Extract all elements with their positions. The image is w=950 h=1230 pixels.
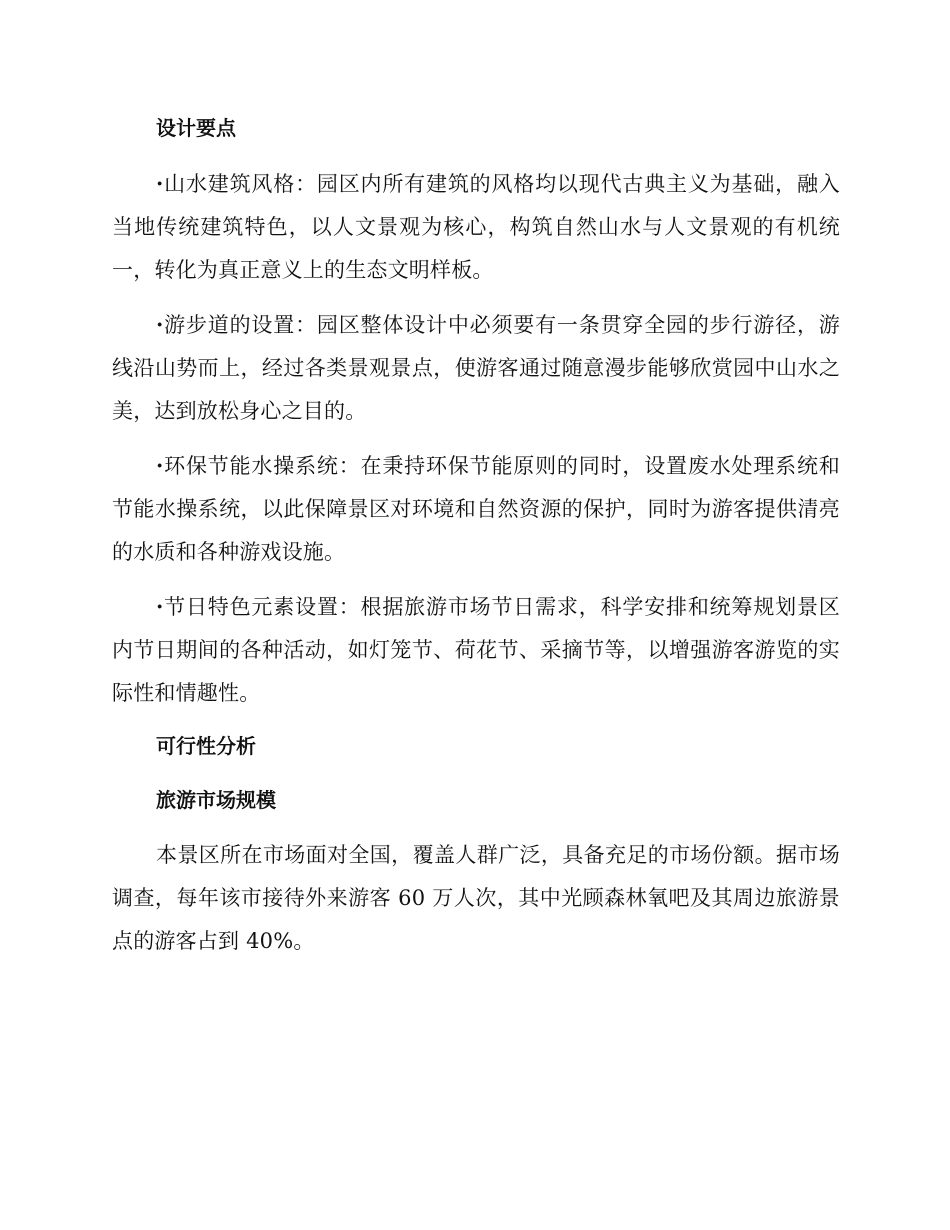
- section-heading-market-scale: 旅游市场规模: [156, 788, 276, 812]
- bullet-paragraph-walkway: [112, 303, 840, 433]
- section-heading-feasibility: 可行性分析: [156, 734, 256, 758]
- bullet-paragraph-architecture-style: [112, 162, 840, 292]
- paragraph-market-scale: 本景区所在市场面对全国，覆盖人群广泛，具备充足的市场份额。据市场调查，每年该市接待外来游客 60 万人次，其中光顾森林氧吧及其周边旅游景点的游客占到 40%。: [112, 843, 840, 953]
- bullet-text: 游步道的设置：园区整体设计中必须要有一条贯穿全园的步行游径，游线沿山势而上，经过各类景观景点，使游客通过随意漫步能够欣赏园中山水之美，达到放松身心之目的。: [112, 313, 840, 423]
- bullet-marker: ·: [156, 453, 164, 478]
- section-heading-design: 设计要点: [156, 116, 236, 140]
- bullet-marker: ·: [156, 594, 164, 619]
- bullet-text: 节日特色元素设置：根据旅游市场节日需求，科学安排和统筹规划景区内节日期间的各种活动，如灯笼节、荷花节、采摘节等，以增强游客游览的实际性和情趣性。: [112, 595, 840, 705]
- bullet-text: 环保节能水操系统：在秉持环保节能原则的同时，设置废水处理系统和节能水操系统，以此保障景区对环境和自然资源的保护，同时为游客提供清亮的水质和各种游戏设施。: [112, 454, 840, 564]
- bullet-marker: ·: [156, 312, 164, 337]
- bullet-marker: ·: [156, 171, 164, 196]
- bullet-paragraph-festival-elements: [112, 585, 840, 715]
- bullet-paragraph-water-system: [112, 444, 840, 574]
- bullet-text: 山水建筑风格：园区内所有建筑的风格均以现代古典主义为基础，融入当地传统建筑特色，以人文景观为核心，构筑自然山水与人文景观的有机统一，转化为真正意义上的生态文明样板。: [112, 172, 840, 282]
- document-page: [112, 108, 840, 974]
